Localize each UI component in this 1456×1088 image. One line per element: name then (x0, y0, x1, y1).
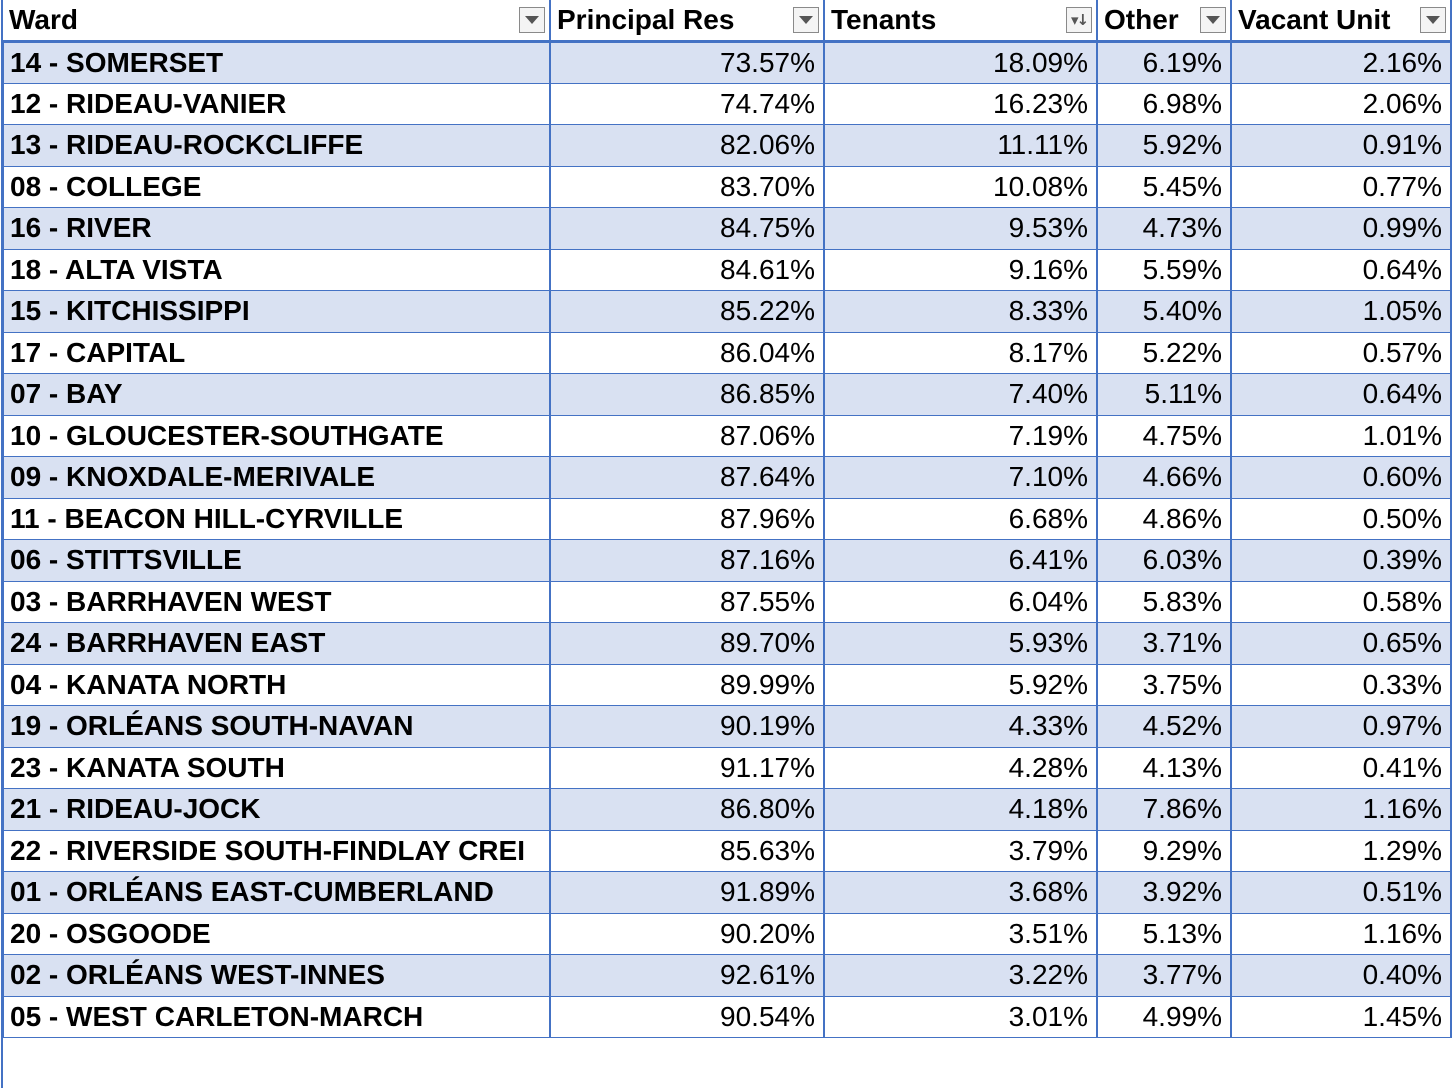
ward-cell[interactable]: 09 - KNOXDALE-MERIVALE (3, 457, 550, 499)
table-row (3, 872, 1451, 914)
header-row (3, 0, 1451, 42)
principal-res-cell[interactable]: 90.20% (550, 913, 824, 955)
ward-cell[interactable]: 20 - OSGOODE (3, 913, 550, 955)
header-label: Tenants (831, 4, 937, 35)
header-label: Vacant Unit (1238, 4, 1391, 35)
header-vacant-unit (1231, 0, 1451, 42)
tenants-cell[interactable]: 8.33% (824, 291, 1097, 333)
other-cell[interactable]: 5.59% (1097, 249, 1231, 291)
principal-res-cell[interactable]: 87.06% (550, 415, 824, 457)
vacant-unit-cell[interactable]: 2.16% (1231, 42, 1451, 84)
other-cell[interactable]: 6.98% (1097, 83, 1231, 125)
principal-res-cell[interactable]: 89.70% (550, 623, 824, 665)
header-other (1097, 0, 1231, 42)
vacant-unit-cell[interactable]: 0.41% (1231, 747, 1451, 789)
vacant-unit-cell[interactable]: 0.64% (1231, 374, 1451, 416)
vacant-unit-cell[interactable]: 0.64% (1231, 249, 1451, 291)
table-row (3, 913, 1451, 955)
vacant-unit-cell[interactable]: 0.58% (1231, 581, 1451, 623)
ward-cell[interactable]: 01 - ORLÉANS EAST-CUMBERLAND (3, 872, 550, 914)
principal-res-cell[interactable]: 85.63% (550, 830, 824, 872)
tenants-cell[interactable]: 9.53% (824, 208, 1097, 250)
vacant-unit-cell[interactable]: 1.01% (1231, 415, 1451, 457)
vacant-unit-cell[interactable]: 2.06% (1231, 83, 1451, 125)
vacant-unit-cell[interactable]: 0.91% (1231, 125, 1451, 167)
table-left-border (1, 0, 3, 1088)
tenants-cell[interactable]: 4.28% (824, 747, 1097, 789)
ward-cell[interactable]: 13 - RIDEAU-ROCKCLIFFE (3, 125, 550, 167)
tenants-cell[interactable]: 3.51% (824, 913, 1097, 955)
table-body (3, 42, 1451, 1038)
table-row (3, 581, 1451, 623)
tenants-cell[interactable]: 6.41% (824, 540, 1097, 582)
vacant-unit-cell[interactable]: 0.77% (1231, 166, 1451, 208)
vacant-unit-cell[interactable]: 0.50% (1231, 498, 1451, 540)
tenants-cell[interactable]: 9.16% (824, 249, 1097, 291)
tenants-cell[interactable]: 7.10% (824, 457, 1097, 499)
principal-res-cell[interactable]: 74.74% (550, 83, 824, 125)
principal-res-cell[interactable]: 83.70% (550, 166, 824, 208)
principal-res-cell[interactable]: 86.04% (550, 332, 824, 374)
header-principal-res (550, 0, 824, 42)
vacant-unit-cell[interactable]: 0.33% (1231, 664, 1451, 706)
tenants-cell[interactable]: 3.01% (824, 996, 1097, 1038)
other-cell[interactable]: 5.22% (1097, 332, 1231, 374)
other-cell[interactable]: 4.99% (1097, 996, 1231, 1038)
tenants-cell[interactable]: 6.04% (824, 581, 1097, 623)
ward-cell[interactable]: 07 - BAY (3, 374, 550, 416)
tenants-cell[interactable]: 3.22% (824, 955, 1097, 997)
tenants-cell[interactable]: 3.79% (824, 830, 1097, 872)
principal-res-cell[interactable]: 85.22% (550, 291, 824, 333)
tenants-cell[interactable]: 11.11% (824, 125, 1097, 167)
principal-res-cell[interactable]: 92.61% (550, 955, 824, 997)
principal-res-cell[interactable]: 87.64% (550, 457, 824, 499)
principal-res-cell[interactable]: 91.17% (550, 747, 824, 789)
vacant-unit-cell[interactable]: 0.65% (1231, 623, 1451, 665)
ward-cell[interactable]: 19 - ORLÉANS SOUTH-NAVAN (3, 706, 550, 748)
header-tenants (824, 0, 1097, 42)
tenants-cell[interactable]: 4.33% (824, 706, 1097, 748)
table-row (3, 125, 1451, 167)
table-row (3, 540, 1451, 582)
table-row (3, 291, 1451, 333)
tenants-cell[interactable]: 18.09% (824, 42, 1097, 84)
other-cell[interactable]: 4.73% (1097, 208, 1231, 250)
table-row (3, 623, 1451, 665)
table-row (3, 664, 1451, 706)
vacant-unit-cell[interactable]: 1.16% (1231, 913, 1451, 955)
ward-cell[interactable]: 08 - COLLEGE (3, 166, 550, 208)
vacant-unit-cell[interactable]: 1.16% (1231, 789, 1451, 831)
vacant-unit-cell[interactable]: 0.39% (1231, 540, 1451, 582)
ward-cell[interactable]: 06 - STITTSVILLE (3, 540, 550, 582)
table-row (3, 457, 1451, 499)
ward-data-table (2, 0, 1452, 1038)
principal-res-cell[interactable]: 87.55% (550, 581, 824, 623)
table-row (3, 42, 1451, 84)
table-row (3, 955, 1451, 997)
ward-cell[interactable]: 21 - RIDEAU-JOCK (3, 789, 550, 831)
filter-dropdown-icon[interactable] (519, 7, 545, 33)
tenants-cell[interactable]: 8.17% (824, 332, 1097, 374)
ward-cell[interactable]: 16 - RIVER (3, 208, 550, 250)
table-row (3, 996, 1451, 1038)
table-row (3, 332, 1451, 374)
filter-dropdown-icon[interactable] (1420, 7, 1446, 33)
tenants-cell[interactable]: 16.23% (824, 83, 1097, 125)
principal-res-cell[interactable]: 90.54% (550, 996, 824, 1038)
table-row (3, 830, 1451, 872)
tenants-cell[interactable]: 10.08% (824, 166, 1097, 208)
principal-res-cell[interactable]: 84.61% (550, 249, 824, 291)
ward-cell[interactable]: 12 - RIDEAU-VANIER (3, 83, 550, 125)
vacant-unit-cell[interactable]: 1.05% (1231, 291, 1451, 333)
ward-cell[interactable]: 24 - BARRHAVEN EAST (3, 623, 550, 665)
ward-cell[interactable]: 17 - CAPITAL (3, 332, 550, 374)
ward-cell[interactable]: 05 - WEST CARLETON-MARCH (3, 996, 550, 1038)
ward-cell[interactable]: 10 - GLOUCESTER-SOUTHGATE (3, 415, 550, 457)
table-row (3, 706, 1451, 748)
ward-cell[interactable]: 15 - KITCHISSIPPI (3, 291, 550, 333)
other-cell[interactable]: 5.11% (1097, 374, 1231, 416)
other-cell[interactable]: 4.52% (1097, 706, 1231, 748)
header-ward (3, 0, 550, 42)
ward-cell[interactable]: 22 - RIVERSIDE SOUTH-FINDLAY CREI (3, 830, 550, 872)
table-row (3, 249, 1451, 291)
tenants-cell[interactable]: 3.68% (824, 872, 1097, 914)
tenants-cell[interactable]: 7.40% (824, 374, 1097, 416)
ward-cell[interactable]: 03 - BARRHAVEN WEST (3, 581, 550, 623)
tenants-cell[interactable]: 7.19% (824, 415, 1097, 457)
vacant-unit-cell[interactable]: 0.51% (1231, 872, 1451, 914)
vacant-unit-cell[interactable]: 0.40% (1231, 955, 1451, 997)
vacant-unit-cell[interactable]: 0.97% (1231, 706, 1451, 748)
vacant-unit-cell[interactable]: 1.29% (1231, 830, 1451, 872)
other-cell[interactable]: 4.75% (1097, 415, 1231, 457)
ward-cell[interactable]: 02 - ORLÉANS WEST-INNES (3, 955, 550, 997)
principal-res-cell[interactable]: 91.89% (550, 872, 824, 914)
vacant-unit-cell[interactable]: 0.57% (1231, 332, 1451, 374)
other-cell[interactable]: 5.40% (1097, 291, 1231, 333)
tenants-cell[interactable]: 5.93% (824, 623, 1097, 665)
principal-res-cell[interactable]: 73.57% (550, 42, 824, 84)
header-label: Other (1104, 4, 1179, 35)
other-cell[interactable]: 3.71% (1097, 623, 1231, 665)
header-label: Principal Res (557, 4, 735, 35)
ward-cell[interactable]: 23 - KANATA SOUTH (3, 747, 550, 789)
principal-res-cell[interactable]: 86.80% (550, 789, 824, 831)
principal-res-cell[interactable]: 82.06% (550, 125, 824, 167)
vacant-unit-cell[interactable]: 0.99% (1231, 208, 1451, 250)
other-cell[interactable]: 5.45% (1097, 166, 1231, 208)
tenants-cell[interactable]: 4.18% (824, 789, 1097, 831)
other-cell[interactable]: 3.77% (1097, 955, 1231, 997)
tenants-cell[interactable]: 6.68% (824, 498, 1097, 540)
sort-descending-filter-icon[interactable]: ▾↓ (1066, 7, 1092, 33)
table-row (3, 374, 1451, 416)
header-label: Ward (9, 4, 78, 35)
filter-dropdown-icon[interactable] (1200, 7, 1226, 33)
other-cell[interactable]: 3.92% (1097, 872, 1231, 914)
principal-res-cell[interactable]: 86.85% (550, 374, 824, 416)
vacant-unit-cell[interactable]: 0.60% (1231, 457, 1451, 499)
table-header (3, 0, 1451, 42)
principal-res-cell[interactable]: 87.16% (550, 540, 824, 582)
principal-res-cell[interactable]: 89.99% (550, 664, 824, 706)
other-cell[interactable]: 6.03% (1097, 540, 1231, 582)
ward-cell[interactable]: 14 - SOMERSET (3, 42, 550, 84)
principal-res-cell[interactable]: 84.75% (550, 208, 824, 250)
table-row (3, 789, 1451, 831)
other-cell[interactable]: 4.66% (1097, 457, 1231, 499)
table-row (3, 498, 1451, 540)
other-cell[interactable]: 9.29% (1097, 830, 1231, 872)
other-cell[interactable]: 6.19% (1097, 42, 1231, 84)
filter-dropdown-icon[interactable] (793, 7, 819, 33)
table-row (3, 415, 1451, 457)
table-row (3, 747, 1451, 789)
principal-res-cell[interactable]: 90.19% (550, 706, 824, 748)
ward-cell[interactable]: 11 - BEACON HILL-CYRVILLE (3, 498, 550, 540)
vacant-unit-cell[interactable]: 1.45% (1231, 996, 1451, 1038)
table-row (3, 83, 1451, 125)
table-row (3, 166, 1451, 208)
other-cell[interactable]: 5.83% (1097, 581, 1231, 623)
other-cell[interactable]: 5.13% (1097, 913, 1231, 955)
other-cell[interactable]: 4.13% (1097, 747, 1231, 789)
other-cell[interactable]: 4.86% (1097, 498, 1231, 540)
other-cell[interactable]: 5.92% (1097, 125, 1231, 167)
table-row (3, 208, 1451, 250)
tenants-cell[interactable]: 5.92% (824, 664, 1097, 706)
principal-res-cell[interactable]: 87.96% (550, 498, 824, 540)
ward-cell[interactable]: 18 - ALTA VISTA (3, 249, 550, 291)
ward-cell[interactable]: 04 - KANATA NORTH (3, 664, 550, 706)
other-cell[interactable]: 3.75% (1097, 664, 1231, 706)
other-cell[interactable]: 7.86% (1097, 789, 1231, 831)
